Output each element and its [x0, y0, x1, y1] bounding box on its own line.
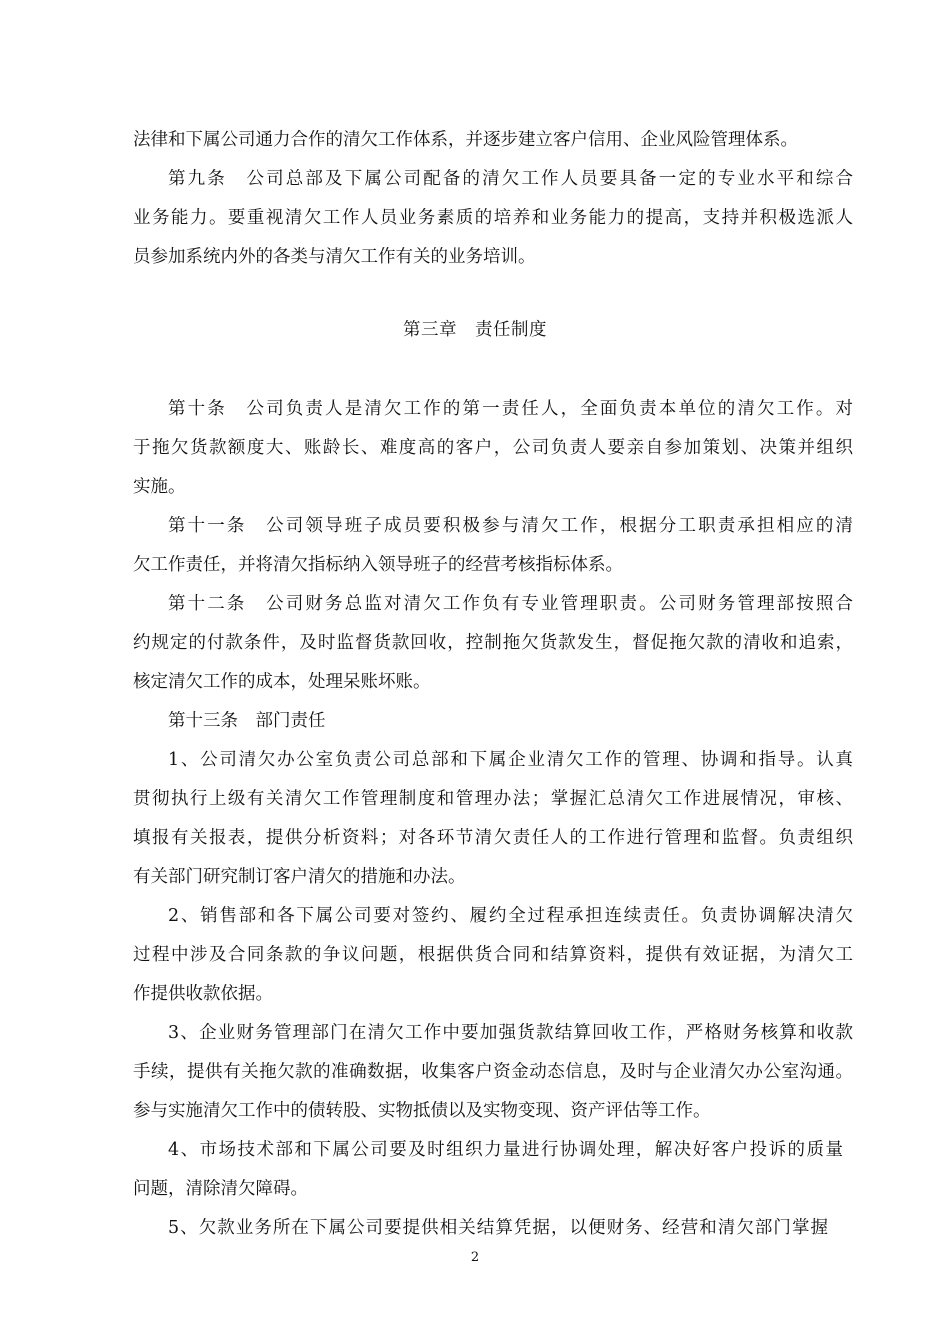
item-1-line: 1、公司清欠办公室负责公司总部和下属企业清欠工作的管理、协调和指导。认真	[168, 750, 853, 770]
item-3-line: 3、企业财务管理部门在清欠工作中要加强货款结算回收工作，严格财务核算和收款	[168, 1023, 853, 1043]
paragraph-line: 约规定的付款条件，及时监督货款回收，控制拖欠货款发生，督促拖欠款的清收和追索，	[133, 633, 853, 653]
paragraph-line: 参与实施清欠工作中的债转股、实物抵债以及实物变现、资产评估等工作。	[133, 1101, 711, 1121]
paragraph-line: 填报有关报表，提供分析资料；对各环节清欠责任人的工作进行管理和监督。负责组织	[133, 828, 853, 848]
article-12-line: 第十二条 公司财务总监对清欠工作负有专业管理职责。公司财务管理部按照合	[168, 594, 853, 614]
paragraph-line: 于拖欠货款额度大、账龄长、难度高的客户，公司负责人要亲自参加策划、决策并组织	[133, 438, 853, 458]
paragraph-line: 法律和下属公司通力合作的清欠工作体系，并逐步建立客户信用、企业风险管理体系。	[133, 130, 798, 150]
item-5-line: 5、欠款业务所在下属公司要提供相关结算凭据，以便财务、经营和清欠部门掌握	[168, 1218, 828, 1238]
item-4-line: 4、市场技术部和下属公司要及时组织力量进行协调处理，解决好客户投诉的质量	[168, 1140, 843, 1160]
page-number: 2	[470, 1250, 480, 1265]
article-13-line: 第十三条 部门责任	[168, 711, 326, 731]
chapter-heading: 第三章 责任制度	[403, 320, 547, 340]
item-2-line: 2、销售部和各下属公司要对签约、履约全过程承担连续责任。负责协调解决清欠	[168, 906, 853, 926]
article-9-line: 第九条 公司总部及下属公司配备的清欠工作人员要具备一定的专业水平和综合	[168, 169, 853, 189]
paragraph-line: 业务能力。要重视清欠工作人员业务素质的培养和业务能力的提高，支持并积极选派人	[133, 208, 853, 228]
paragraph-line: 欠工作责任，并将清欠指标纳入领导班子的经营考核指标体系。	[133, 555, 623, 575]
paragraph-line: 员参加系统内外的各类与清欠工作有关的业务培训。	[133, 247, 536, 267]
paragraph-line: 贯彻执行上级有关清欠工作管理制度和管理办法；掌握汇总清欠工作进展情况，审核、	[133, 789, 853, 809]
paragraph-line: 核定清欠工作的成本，处理呆账坏账。	[133, 672, 431, 692]
article-11-line: 第十一条 公司领导班子成员要积极参与清欠工作，根据分工职责承担相应的清	[168, 516, 853, 536]
paragraph-line: 实施。	[133, 477, 186, 497]
article-10-line: 第十条 公司负责人是清欠工作的第一责任人，全面负责本单位的清欠工作。对	[168, 399, 853, 419]
paragraph-line: 有关部门研究制订客户清欠的措施和办法。	[133, 867, 466, 887]
paragraph-line: 手续，提供有关拖欠款的准确数据，收集客户资金动态信息，及时与企业清欠办公室沟通。	[133, 1062, 853, 1082]
paragraph-line: 问题，清除清欠障碍。	[133, 1179, 308, 1199]
paragraph-line: 作提供收款依据。	[133, 984, 273, 1004]
paragraph-line: 过程中涉及合同条款的争议问题，根据供货合同和结算资料，提供有效证据，为清欠工	[133, 945, 853, 965]
